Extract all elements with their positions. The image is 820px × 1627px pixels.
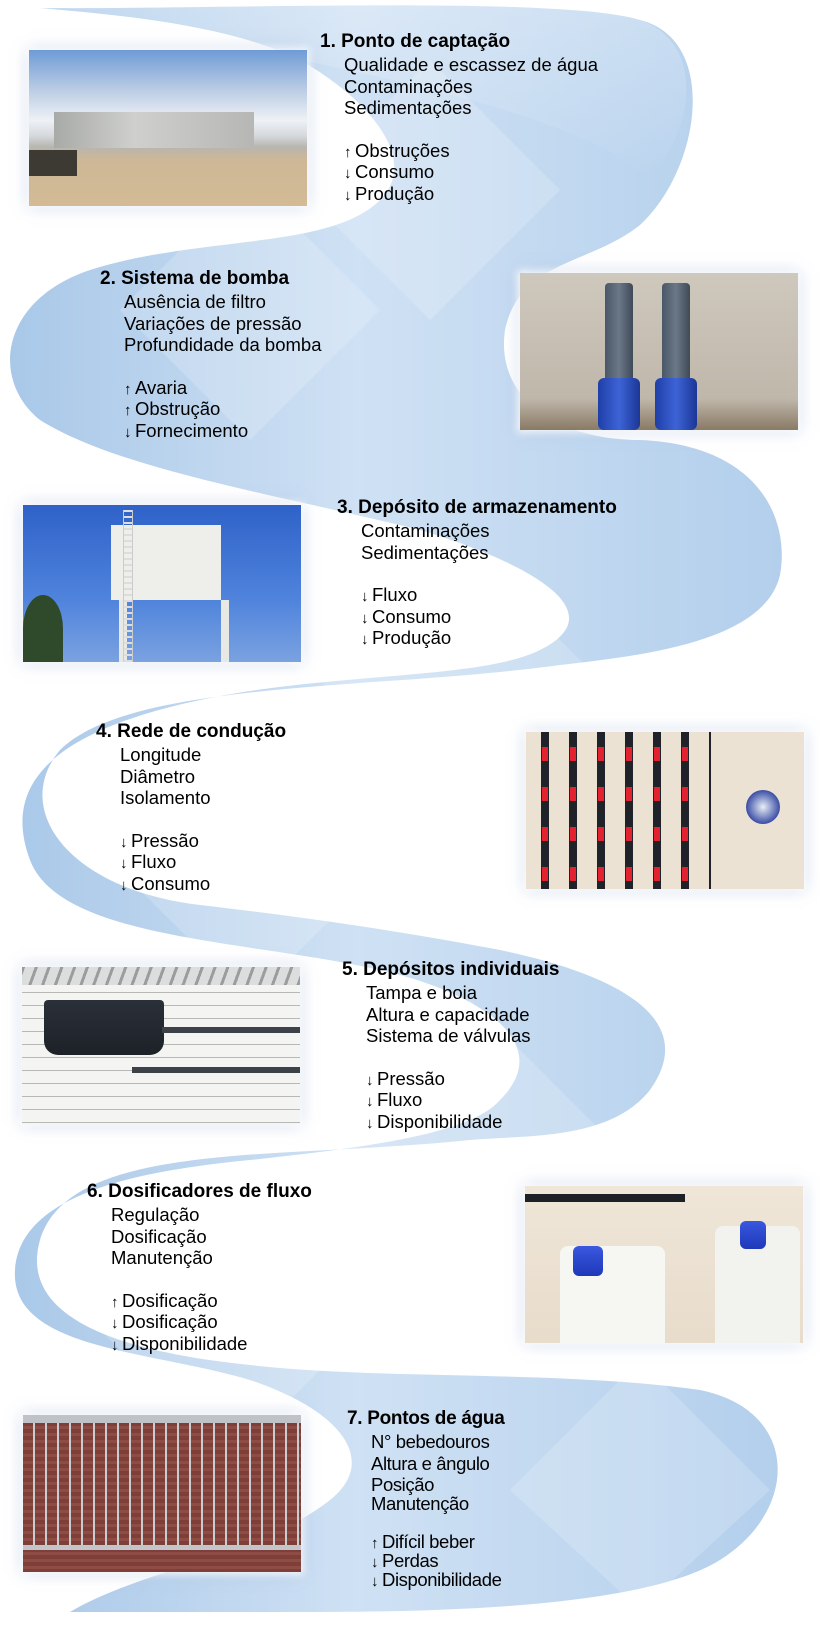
arrow-down-icon: ↓ bbox=[371, 1572, 379, 1590]
factor: Manutenção bbox=[371, 1493, 469, 1514]
black-tank bbox=[44, 1000, 164, 1055]
step-2 bbox=[100, 267, 321, 441]
factor: Isolamento bbox=[120, 787, 211, 808]
pump-left-base bbox=[598, 378, 640, 430]
step-5-photo bbox=[22, 967, 300, 1124]
step-title: 4. Rede de condução bbox=[96, 721, 287, 742]
red-valves bbox=[536, 747, 706, 887]
factor: Dosificação bbox=[111, 1225, 207, 1247]
doser-left bbox=[573, 1246, 603, 1276]
pipe bbox=[162, 1027, 300, 1033]
effect: ↑ Obstrução bbox=[124, 398, 321, 420]
pipe-rail bbox=[525, 1194, 685, 1202]
factor-list bbox=[120, 744, 286, 809]
pump-right-base bbox=[655, 378, 697, 430]
factor: Tampa e boia bbox=[366, 982, 478, 1003]
effect-list bbox=[111, 1290, 312, 1355]
effect-list bbox=[344, 140, 598, 205]
arrow-down-icon: ↓ bbox=[120, 833, 128, 851]
effect-list bbox=[361, 584, 617, 649]
arrow-down-icon: ↓ bbox=[344, 186, 352, 204]
effect: ↑ Avaria bbox=[124, 377, 321, 399]
step-3 bbox=[337, 496, 617, 649]
factor: Manutenção bbox=[111, 1247, 213, 1268]
effect-list bbox=[120, 830, 286, 895]
trees bbox=[23, 595, 63, 662]
step-4-photo bbox=[526, 732, 804, 889]
ceiling bbox=[22, 967, 300, 985]
factor: Sedimentações bbox=[361, 541, 489, 563]
arrow-down-icon: ↓ bbox=[361, 588, 369, 605]
effect: ↑ Dosificação bbox=[111, 1290, 312, 1312]
pipe bbox=[132, 1067, 300, 1073]
effect: ↓ Disponibilidade bbox=[371, 1569, 505, 1588]
factor-list bbox=[344, 54, 598, 119]
arrow-up-icon: ↑ bbox=[371, 1534, 379, 1552]
arrow-down-icon: ↓ bbox=[111, 1336, 119, 1354]
arrow-down-icon: ↓ bbox=[124, 423, 132, 441]
effect: ↓ Dosificação bbox=[111, 1311, 312, 1333]
dark-hedge bbox=[29, 150, 77, 176]
arrow-down-icon: ↓ bbox=[366, 1114, 374, 1132]
factor: Variações de pressão bbox=[124, 312, 302, 334]
step-7-photo bbox=[23, 1415, 301, 1572]
arrow-down-icon: ↓ bbox=[361, 609, 369, 627]
effect: ↓ Consumo bbox=[361, 606, 617, 628]
factor: Sedimentações bbox=[344, 97, 472, 118]
step-5 bbox=[342, 958, 560, 1132]
arrow-down-icon: ↓ bbox=[371, 1553, 379, 1571]
step-1-photo bbox=[29, 50, 307, 206]
factor: Altura e capacidade bbox=[366, 1003, 530, 1025]
arrow-down-icon: ↓ bbox=[366, 1071, 374, 1089]
factor: Contaminações bbox=[344, 75, 473, 97]
step-7 bbox=[347, 1407, 505, 1588]
factor: Diâmetro bbox=[120, 765, 196, 787]
effect: ↓ Produção bbox=[361, 627, 617, 649]
effect-list bbox=[124, 377, 321, 442]
effect: ↓ Fluxo bbox=[361, 584, 617, 606]
arrow-up-icon: ↑ bbox=[344, 143, 352, 161]
arrow-down-icon: ↓ bbox=[344, 165, 352, 182]
doser-right bbox=[740, 1221, 766, 1249]
effect: ↓ Perdas bbox=[371, 1550, 505, 1569]
factor-list bbox=[124, 291, 321, 356]
factor: Sistema de válvulas bbox=[366, 1025, 531, 1046]
factor-list bbox=[361, 520, 617, 563]
arrow-up-icon: ↑ bbox=[124, 402, 132, 419]
step-title: 3. Depósito de armazenamento bbox=[337, 497, 617, 518]
reservoir-wall bbox=[54, 112, 254, 148]
factor-list bbox=[371, 1431, 505, 1515]
metal-bars bbox=[23, 1415, 301, 1550]
effect: ↓ Disponibilidade bbox=[366, 1111, 560, 1133]
step-4 bbox=[96, 720, 286, 894]
factor: N° bebedouros bbox=[371, 1431, 490, 1452]
arrow-down-icon: ↓ bbox=[120, 855, 128, 872]
ladder bbox=[123, 510, 133, 662]
top-rail bbox=[23, 1415, 301, 1423]
bottom-rail bbox=[23, 1545, 301, 1550]
step-1 bbox=[320, 30, 598, 204]
step-6-photo bbox=[525, 1186, 803, 1343]
effect: ↑ Obstruções bbox=[344, 140, 598, 162]
factor: Profundidade da bomba bbox=[124, 334, 322, 355]
step-title: 2. Sistema de bomba bbox=[100, 268, 290, 289]
effect: ↓ Consumo bbox=[344, 161, 598, 183]
step-3-photo bbox=[23, 505, 301, 662]
arrow-down-icon: ↓ bbox=[366, 1093, 374, 1110]
factor: Posição bbox=[371, 1474, 435, 1495]
step-title: 7. Pontos de água bbox=[347, 1408, 505, 1429]
pump-right bbox=[662, 283, 690, 393]
effect: ↓ Produção bbox=[344, 183, 598, 205]
step-title: 1. Ponto de captação bbox=[320, 31, 511, 52]
factor: Contaminações bbox=[361, 520, 490, 541]
step-2-photo bbox=[520, 273, 798, 430]
effect-list bbox=[366, 1068, 560, 1133]
arrow-down-icon: ↓ bbox=[111, 1315, 119, 1332]
factor-list bbox=[111, 1204, 312, 1269]
effect: ↑ Difícil beber bbox=[371, 1531, 505, 1550]
effect: ↓ Fluxo bbox=[366, 1089, 560, 1111]
pump-left bbox=[605, 283, 633, 393]
arrow-down-icon: ↓ bbox=[120, 876, 128, 894]
effect: ↓ Fluxo bbox=[120, 851, 286, 873]
effect: ↓ Pressão bbox=[120, 830, 286, 852]
factor: Ausência de filtro bbox=[124, 291, 266, 312]
water-meter bbox=[746, 790, 780, 824]
effect: ↓ Disponibilidade bbox=[111, 1333, 312, 1355]
effect: ↓ Consumo bbox=[120, 873, 286, 895]
tower-legs bbox=[119, 600, 229, 662]
arrow-up-icon: ↑ bbox=[111, 1293, 119, 1311]
factor: Qualidade e escassez de água bbox=[344, 54, 599, 75]
effect: ↓ Pressão bbox=[366, 1068, 560, 1090]
effect: ↓ Fornecimento bbox=[124, 420, 321, 442]
factor: Longitude bbox=[120, 744, 202, 765]
step-title: 6. Dosificadores de fluxo bbox=[87, 1181, 312, 1202]
arrow-down-icon: ↓ bbox=[361, 631, 369, 648]
arrow-up-icon: ↑ bbox=[124, 380, 132, 398]
factor-list bbox=[366, 982, 560, 1047]
factor: Regulação bbox=[111, 1204, 200, 1225]
step-title: 5. Depósitos individuais bbox=[342, 959, 560, 980]
factor: Altura e ângulo bbox=[371, 1452, 490, 1474]
effect-list bbox=[371, 1531, 505, 1588]
step-6 bbox=[87, 1180, 312, 1354]
